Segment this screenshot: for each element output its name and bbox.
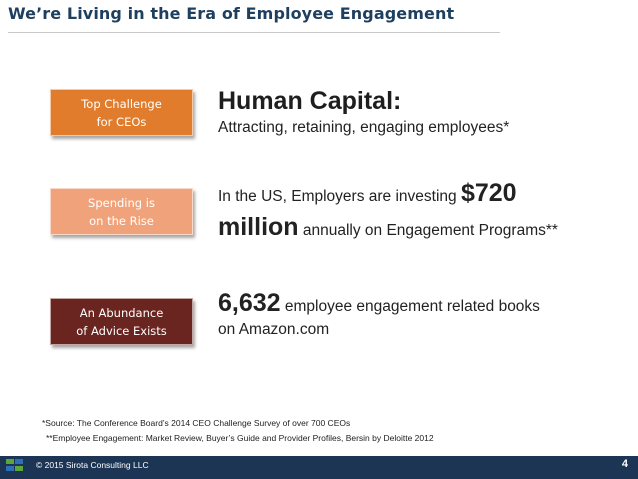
spending-prefix: In the US, Employers are investing <box>218 188 461 205</box>
page-number: 4 <box>621 458 628 470</box>
sirota-logo-icon <box>6 459 28 473</box>
books-source: on Amazon.com <box>218 321 330 338</box>
box-advice-line2: of Advice Exists <box>76 323 167 338</box>
point-spending <box>218 178 558 246</box>
spending-unit: million <box>218 213 299 241</box>
footnote-1: *Source: The Conference Board’s 2014 CEO Challenge Survey of over 700 CEOs <box>42 418 351 428</box>
point-books <box>218 290 540 340</box>
box-spending-line2: on the Rise <box>89 213 154 228</box>
human-capital-text: Attracting, retaining, engaging employees* <box>218 119 510 136</box>
box-spending-line1: Spending is <box>88 195 155 210</box>
spending-suffix: annually on Engagement Programs** <box>298 222 558 239</box>
box-top-challenge-line2: for CEOs <box>96 114 147 129</box>
box-spending <box>50 188 193 235</box>
box-advice-line1: An Abundance <box>79 305 164 320</box>
point-human-capital <box>218 87 509 137</box>
footer-copyright: © 2015 Sirota Consulting LLC <box>36 460 149 470</box>
slide-title: We’re Living in the Era of Employee Engagement <box>8 4 455 23</box>
box-advice <box>50 298 193 345</box>
books-count: 6,632 <box>218 289 281 317</box>
title-divider <box>8 32 500 33</box>
box-top-challenge-line1: Top Challenge <box>81 96 162 111</box>
books-text: employee engagement related books <box>280 298 540 315</box>
human-capital-heading: Human Capital: <box>218 87 402 115</box>
box-top-challenge <box>50 89 193 136</box>
spending-amount: $720 <box>460 179 517 207</box>
footnotes <box>42 416 434 446</box>
footnote-2: **Employee Engagement: Market Review, Buyer’s Guide and Provider Profiles, Bersin by Deloitte 2012 <box>46 433 434 443</box>
